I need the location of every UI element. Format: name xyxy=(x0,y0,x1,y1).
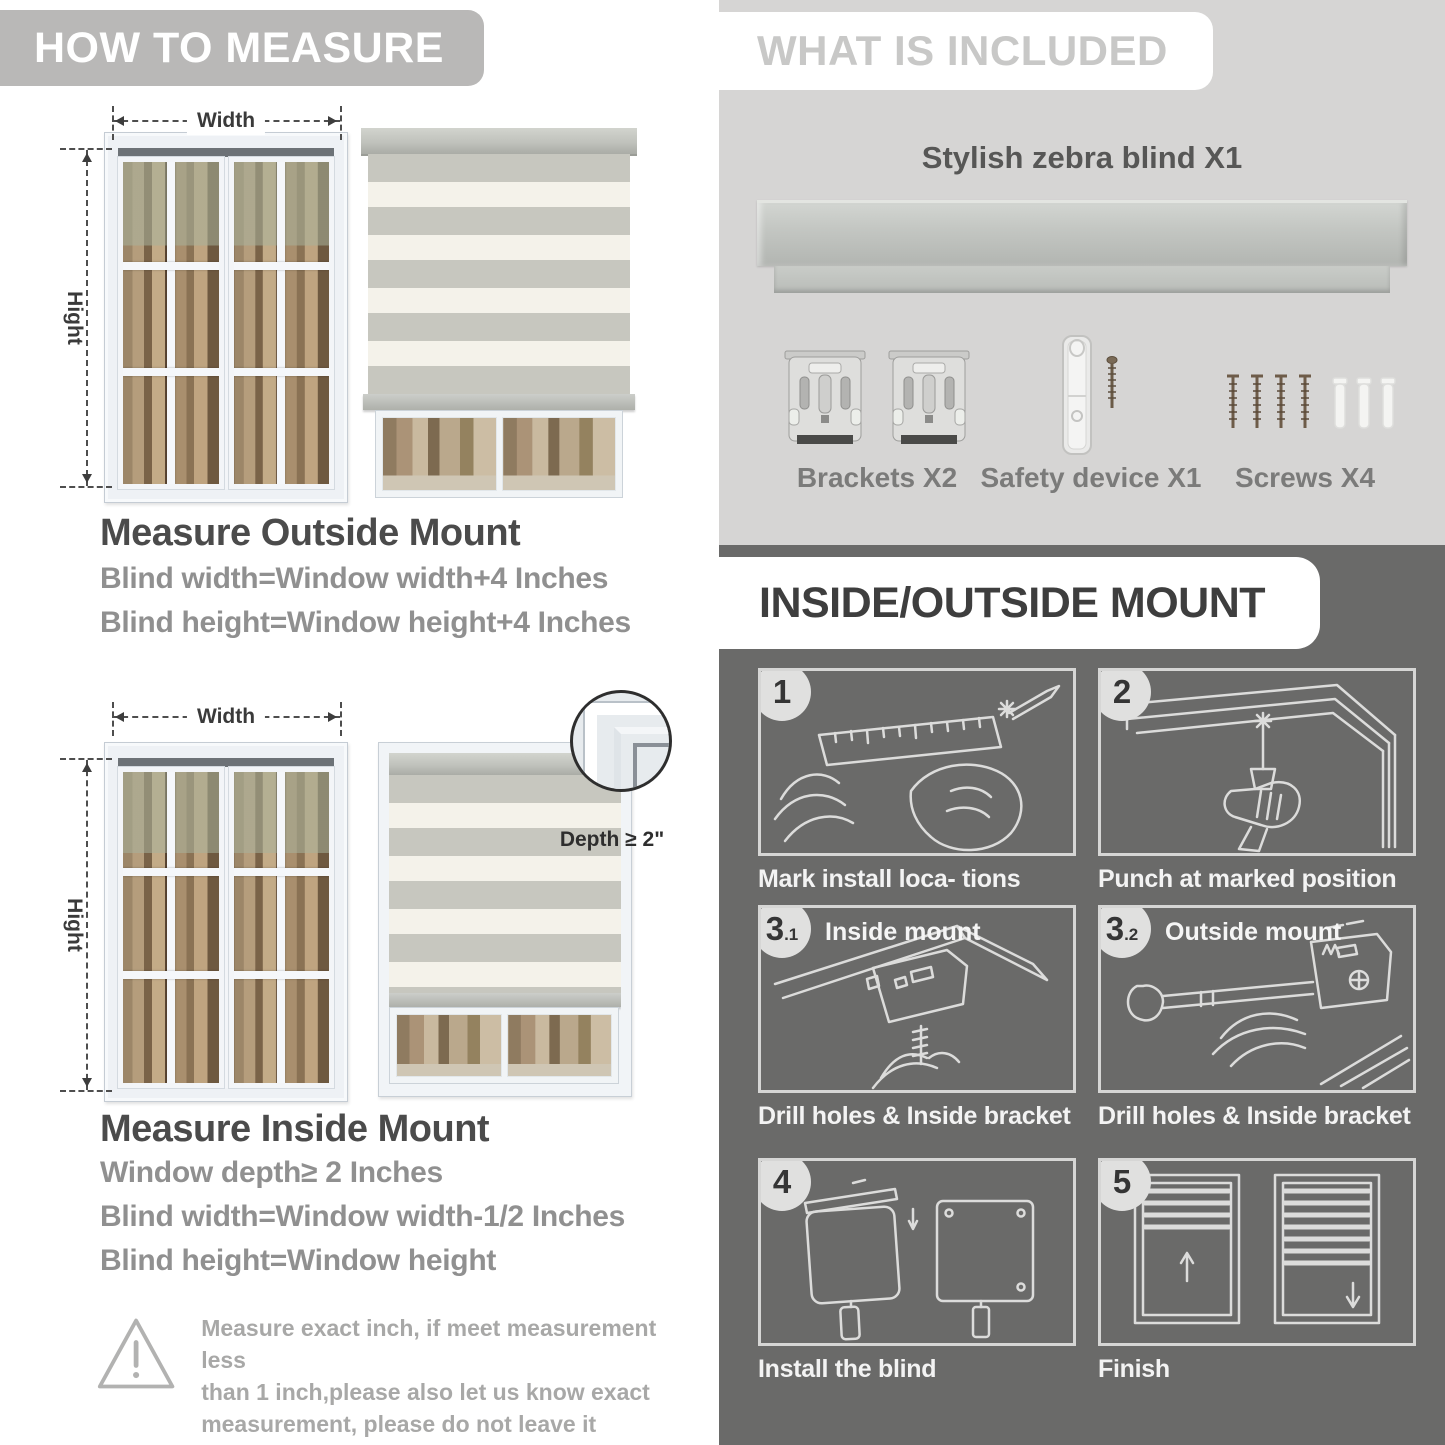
step-caption-5: Finish xyxy=(1098,1355,1170,1383)
window-below-blind xyxy=(389,1007,619,1084)
how-to-measure-header xyxy=(0,10,484,86)
muntin xyxy=(234,262,330,270)
depth-magnifier xyxy=(570,690,672,792)
arrowhead-right xyxy=(328,116,342,126)
screws-label: Screws X4 xyxy=(1234,462,1376,493)
window-illustration-outside xyxy=(104,132,348,503)
step-subtitle: Inside mount xyxy=(825,918,981,946)
window-pane xyxy=(507,1014,613,1077)
mount-section-header xyxy=(719,557,1320,649)
window-pane xyxy=(502,417,617,491)
muntin xyxy=(123,971,219,979)
blind-headrail xyxy=(361,128,637,154)
step-panel-3-1 xyxy=(758,905,1076,1093)
arrowhead-down xyxy=(82,474,92,488)
width-arrow xyxy=(112,109,340,132)
muntin xyxy=(234,971,330,979)
step-caption-3-1: Drill holes & Inside bracket xyxy=(758,1102,1071,1130)
arrowhead-up xyxy=(82,758,92,772)
width-label: Width xyxy=(187,106,265,135)
arrowhead-up xyxy=(82,148,92,162)
muntin xyxy=(277,162,285,484)
safety-device-label: Safety device X1 xyxy=(980,462,1202,493)
height-label: Hight xyxy=(62,888,86,962)
height-arrow xyxy=(63,760,88,1090)
mount-steps-section xyxy=(719,545,1445,1445)
depth-label: Depth ≥ 2" xyxy=(559,828,665,851)
window-sash-right xyxy=(229,767,335,1088)
warning-text xyxy=(201,1312,685,1440)
zebra-blind-inside xyxy=(378,742,632,1097)
measure-warning xyxy=(95,1312,685,1440)
window-sash-left xyxy=(118,767,224,1088)
step-badge: 3 .1 xyxy=(758,905,811,958)
product-name: Stylish zebra blind X1 xyxy=(921,140,1243,175)
arrowhead-down xyxy=(82,1078,92,1092)
step-panel-4 xyxy=(758,1158,1076,1346)
warning-line: Measure exact inch, if meet measurement less xyxy=(201,1315,657,1373)
step-caption-1: Mark install loca- tions xyxy=(758,865,1021,893)
window-sash-left xyxy=(118,157,224,489)
bracket-icon xyxy=(783,343,867,453)
blind-inside-frame xyxy=(389,753,621,1086)
bracket-icon xyxy=(887,343,971,453)
muntin xyxy=(123,262,219,270)
window-pane xyxy=(396,1014,502,1077)
height-arrow xyxy=(63,150,88,486)
height-label: Hight xyxy=(62,281,86,355)
outside-mount-rule-height: Blind height=Window height+4 Inches xyxy=(100,606,631,639)
width-label: Width xyxy=(187,702,265,731)
step-caption-2: Punch at marked position xyxy=(1098,865,1397,893)
inside-mount-title: Measure Inside Mount xyxy=(100,1108,490,1150)
what-is-included-header xyxy=(719,12,1213,90)
step-caption-4: Install the blind xyxy=(758,1355,937,1383)
step-badge: 4 xyxy=(758,1158,811,1211)
muntin xyxy=(234,868,330,876)
outside-mount-title: Measure Outside Mount xyxy=(100,512,521,554)
headrail-product-image xyxy=(757,200,1407,266)
window-pane xyxy=(382,417,497,491)
muntin xyxy=(123,368,219,376)
how-to-measure-title: HOW TO MEASURE xyxy=(34,23,444,72)
step-panel-1 xyxy=(758,668,1076,856)
headrail-bottom-bar xyxy=(774,266,1390,293)
arrowhead-right xyxy=(328,712,342,722)
safety-device-icon xyxy=(1057,334,1127,458)
window-top-jamb xyxy=(118,148,334,157)
step-subtitle: Outside mount xyxy=(1165,918,1342,946)
inside-mount-rule-width: Blind width=Window width-1/2 Inches xyxy=(100,1200,626,1233)
warning-triangle-icon xyxy=(95,1312,177,1396)
window-sashes xyxy=(118,767,334,1088)
step-badge: 2 xyxy=(1098,668,1151,721)
frame-corner-detail xyxy=(633,743,672,791)
muntin xyxy=(234,368,330,376)
zebra-blind-outside xyxy=(361,115,637,500)
warning-line: measurement, please do not leave it xyxy=(201,1411,597,1437)
inside-mount-rule-depth: Window depth≥ 2 Inches xyxy=(100,1156,443,1189)
muntin xyxy=(277,772,285,1083)
arrowhead-left xyxy=(110,116,124,126)
window-sashes xyxy=(118,157,334,489)
muntin xyxy=(167,772,175,1083)
window-below-blind xyxy=(375,410,623,498)
step-badge: 5 xyxy=(1098,1158,1151,1211)
window-top-jamb xyxy=(118,758,334,767)
step-panel-3-2 xyxy=(1098,905,1416,1093)
outside-mount-rule-width: Blind width=Window width+4 Inches xyxy=(100,562,609,595)
step-panel-5 xyxy=(1098,1158,1416,1346)
step-badge: 3 .2 xyxy=(1098,905,1151,958)
muntin xyxy=(167,162,175,484)
brackets-label: Brackets X2 xyxy=(796,462,958,493)
warning-line: than 1 inch,please also let us know exact xyxy=(201,1379,650,1405)
arrowhead-left xyxy=(110,712,124,722)
width-arrow xyxy=(112,705,340,728)
blind-bottom-rail xyxy=(363,394,635,410)
mount-section-title: INSIDE/OUTSIDE MOUNT xyxy=(759,578,1266,627)
step-panel-2 xyxy=(1098,668,1416,856)
window-sash-right xyxy=(229,157,335,489)
blind-bottom-rail xyxy=(389,993,621,1007)
step-caption-3-2: Drill holes & Inside bracket xyxy=(1098,1102,1411,1130)
window-illustration-inside xyxy=(104,742,348,1102)
blind-fabric-stripes xyxy=(389,775,621,993)
step-badge: 1 xyxy=(758,668,811,721)
screws-icon xyxy=(1217,372,1407,436)
what-is-included-section xyxy=(719,0,1445,545)
blind-fabric-stripes xyxy=(368,154,630,394)
what-is-included-title: WHAT IS INCLUDED xyxy=(757,27,1168,74)
muntin xyxy=(123,868,219,876)
inside-mount-rule-height: Blind height=Window height xyxy=(100,1244,497,1277)
